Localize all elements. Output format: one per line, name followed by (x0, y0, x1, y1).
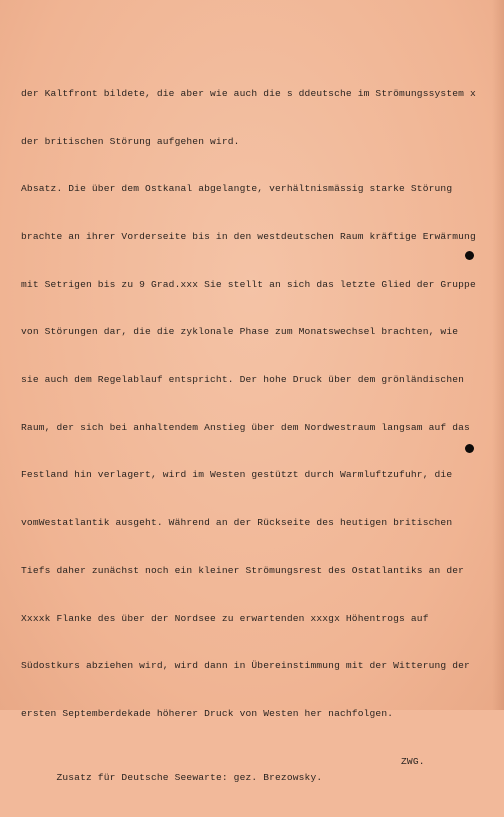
text-line: ersten Septemberdekade höherer Druck von Westen her nachfolgen. (21, 707, 394, 719)
text-line: Festland hin verlagert, wird im Westen gestützt durch Warmluftzufuhr, die (21, 469, 453, 481)
punch-hole-icon (465, 444, 474, 453)
text-line: brachte an ihrer Vorderseite bis in den westdeutschen Raum kräftige Erwärmung (21, 230, 476, 242)
office-code: ZWG. (401, 755, 425, 767)
text-line: Raum, der sich bei anhaltendem Anstieg über dem Nordwestraum langsam auf das (21, 421, 470, 433)
typewritten-text (21, 54, 491, 801)
punch-hole-icon (465, 251, 474, 260)
closing-line (21, 754, 491, 783)
text-line: von Störungen dar, die die zyklonale Phase zum Monatswechsel brachten, wie (21, 326, 459, 338)
page-edge-shadow (492, 0, 504, 710)
text-line: der Kaltfront bildete, die aber wie auch die s ddeutsche im Strömungssystem x (21, 87, 476, 99)
text-line: Südostkurs abziehen wird, wird dann in Übereinstimmung mit der Witterung der (21, 660, 470, 672)
text-line: Absatz. Die über dem Ostkanal abgelangte, verhältnismässig starke Störung (21, 183, 453, 195)
text-line: mit Setrigen bis zu 9 Grad.xxx Sie stellt an sich das letzte Glied der Gruppe (21, 278, 476, 290)
signature-note: Zusatz für Deutsche Seewarte: gez. Brezowsky. (56, 771, 323, 783)
text-line: vomWestatlantik ausgeht. Während an der Rückseite des heutigen britischen (21, 517, 453, 529)
text-line: Tiefs daher zunächst noch ein kleiner Strömungsrest des Ostatlantiks an der (21, 564, 465, 576)
text-line: Xxxxk Flanke des über der Nordsee zu erwartenden xxxgx Höhentrogs auf (21, 612, 429, 624)
text-line: der britischen Störung aufgehen wird. (21, 135, 240, 147)
text-line: sie auch dem Regelablauf entspricht. Der hohe Druck über dem grönländischen (21, 374, 465, 386)
